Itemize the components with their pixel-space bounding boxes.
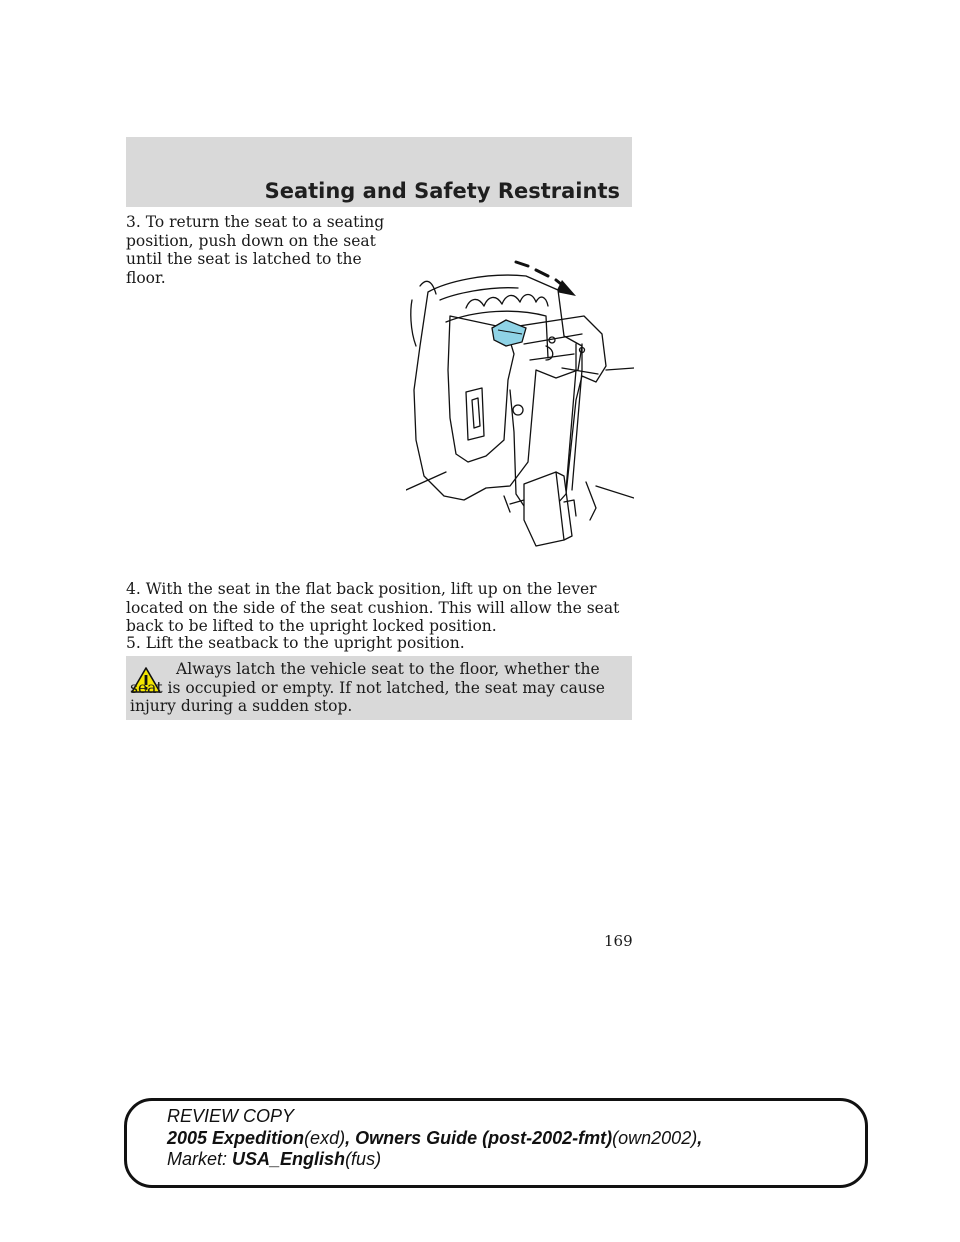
section-title: Seating and Safety Restraints: [264, 179, 620, 203]
section-header: [126, 137, 632, 207]
folded-seat-latch-illustration: [406, 250, 634, 552]
footer-market: USA_English: [232, 1149, 346, 1169]
footer-market-line: [167, 1149, 381, 1170]
footer-model: 2005 Expedition: [167, 1128, 305, 1148]
footer-separator: ,: [345, 1128, 356, 1148]
footer-review-copy: REVIEW COPY: [167, 1106, 295, 1126]
step-5-text: 5. Lift the seatback to the upright position.: [126, 634, 465, 652]
footer-guide-code: (own2002): [612, 1128, 698, 1148]
warning-text: Always latch the vehicle seat to the floor, whether the seat is occupied or empty. If not latched, the seat may cause injury during a sudden stop.: [130, 660, 605, 715]
footer-document-line: [167, 1128, 702, 1149]
footer-market-label: Market:: [167, 1149, 228, 1169]
step-4-text: 4. With the seat in the flat back position, lift up on the lever located on the side of the seat cushion. This will allow the seat back to be lifted to the upright locked position.: [126, 580, 620, 635]
review-copy-footer: [124, 1098, 868, 1188]
warning-box: [126, 656, 632, 720]
footer-separator: ,: [697, 1128, 703, 1148]
footer-model-code: (exd): [304, 1128, 346, 1148]
footer-guide: Owners Guide (post-2002-fmt): [355, 1128, 613, 1148]
footer-market-code: (fus): [345, 1149, 382, 1169]
page-number: 169: [604, 932, 633, 950]
step-3-text: 3. To return the seat to a seating position, push down on the seat until the seat is latched to the floor.: [126, 213, 385, 287]
